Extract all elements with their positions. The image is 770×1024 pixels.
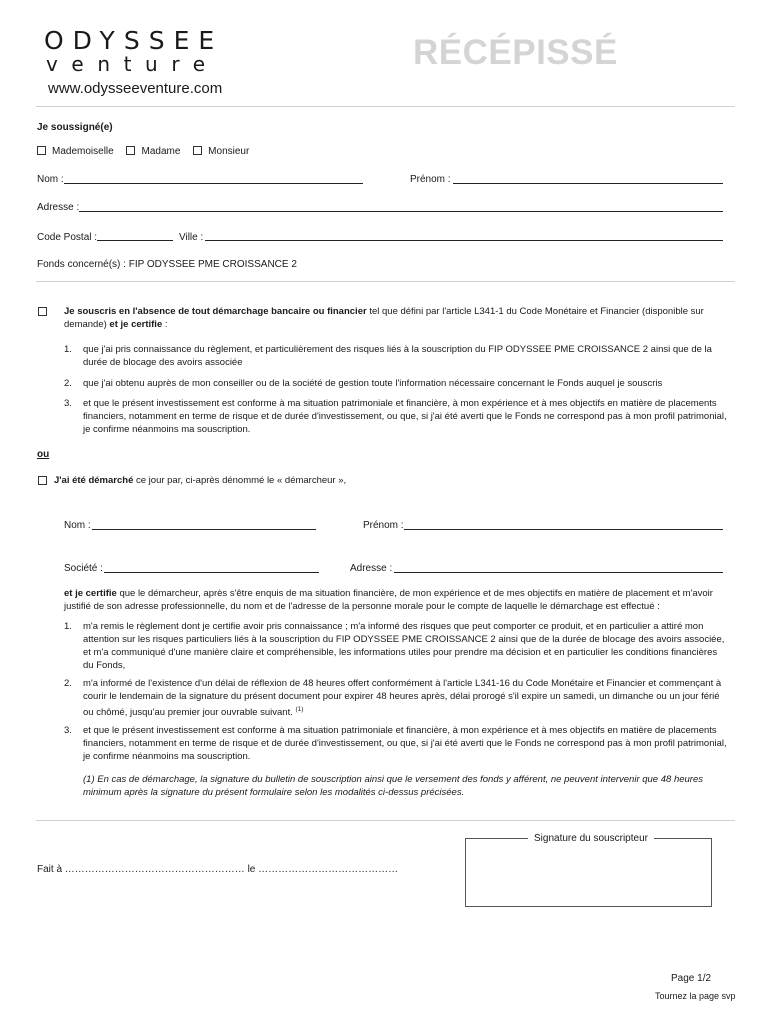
demarcheur-adresse-field[interactable] [394, 572, 723, 573]
civility-madame[interactable]: Madame [126, 146, 180, 157]
odyssee-logo [44, 28, 223, 74]
website-url[interactable]: www.odysseeventure.com [48, 80, 223, 97]
prenom-label: Prénom : [410, 174, 451, 185]
option-b-item-number: 1. [64, 621, 72, 632]
signature-label: Signature du souscripteur [528, 832, 654, 845]
fonds-concerne: Fonds concerné(s) : FIP ODYSSEE PME CROISSANCE 2 [37, 259, 297, 270]
prenom-field[interactable] [453, 183, 723, 184]
demarcheur-adresse-label: Adresse : [350, 563, 393, 574]
option-a-item-number: 3. [64, 398, 72, 409]
checkbox-icon[interactable] [193, 146, 202, 155]
option-b-item-number: 3. [64, 725, 72, 736]
ville-field[interactable] [205, 240, 723, 241]
signature-box[interactable] [465, 838, 712, 907]
option-b-item-2: m'a informé de l'existence d'un délai de réflexion de 48 heures offert conformément à l'article L341-16 du Code Monétaire et Financier et commençant à courir le lendemain de la signature du présent document pour expirer 48 heures après, délai prorogé s'il expire un samedi, un dimanche ou un jour férié ou chômé, jusqu'au premier jour ouvrable suivant. $^{(1)}$ [83, 678, 722, 719]
checkbox-icon[interactable] [126, 146, 135, 155]
option-b-item-number: 2. [64, 678, 72, 689]
section-divider [36, 281, 735, 282]
document-title: RÉCÉPISSÉ [413, 33, 618, 72]
header-divider [36, 106, 735, 107]
option-b-item-3: et que le présent investissement est conforme à ma situation patrimoniale et financière, à mon expérience et à mes objectifs en matière de placements financiers, notamment en terme de risque et de durée d'investissement, ou que, si j'ai été averti que le Fonds ne correspond pas à mon profil patrimonial, je confirme néanmoins ma souscription. [83, 725, 727, 762]
option-a-intro: Je souscris en l'absence de tout démarchage bancaire ou financier tel que défini par l'article L341-1 du Code Monétaire et Financier (disponible sur demande) et je certifie : [64, 306, 704, 330]
adresse-label: Adresse : [37, 202, 80, 213]
ville-label: Ville : [179, 232, 204, 243]
code-postal-label: Code Postal : [37, 232, 98, 243]
demarcheur-nom-label: Nom : [64, 520, 91, 531]
demarcheur-prenom-label: Prénom : [363, 520, 404, 531]
option-a-item-3: et que le présent investissement est conforme à ma situation patrimoniale et financière, à mon expérience et à mes objectifs en matière de placements financiers, notamment en terme de risque et de durée d'investissement, ou que, si j'ai été averti que le Fonds ne correspond pas à mon profil patrimonial, je confirme néanmoins ma souscription. [83, 398, 727, 435]
demarcheur-certification: et je certifie que le démarcheur, après s'être enquis de ma situation financière, de mon expérience et de mes objectifs en matière de placement et m'avoir justifié de son adresse professionnelle, du nom et de l'adresse de la personne morale pour le compte de laquelle le démarchage est effectué : [64, 588, 713, 612]
civility-mademoiselle[interactable]: Mademoiselle [37, 146, 114, 157]
option-no-solicitation-checkbox[interactable] [38, 307, 47, 316]
signature-divider [36, 820, 735, 821]
option-b-item-1: m'a remis le règlement dont je certifie avoir pris connaissance ; m'a informé des risques que peut comporter ce produit, et en particulier a attiré mon attention sur les risques particuliers liés à la souscription du FIP ODYSSEE PME CROISSANCE 2 ainsi que de la durée de blocage des avoirs associée, et m'a communiqué d'une manière claire et compréhensible, les informations utiles pour prendre ma décision et en particulier les conditions financières du Fonds, [83, 621, 725, 671]
option-a-item-number: 2. [64, 378, 72, 389]
civility-monsieur[interactable]: Monsieur [193, 146, 249, 157]
footnote: (1) En cas de démarchage, la signature du bulletin de souscription ainsi que le versement des fonds y afférent, ne peuvent intervenir que 48 heures minimum après la signature du présent formulaire selon les modalités ci-dessus précisées. [83, 774, 703, 798]
nom-field[interactable] [64, 183, 363, 184]
option-a-item-2: que j'ai obtenu auprès de mon conseiller ou de la société de gestion toute l'information nécessaire concernant le Fonds auquel je souscris [83, 378, 663, 389]
footnote-ref: (1) [295, 706, 304, 713]
identity-heading: Je soussigné(e) [37, 122, 113, 133]
option-a-item-number: 1. [64, 344, 72, 355]
option-a-item-1: que j'ai pris connaissance du règlement, et particulièrement des risques liés à la souscription du FIP ODYSSEE PME CROISSANCE 2 ainsi que de la durée de blocage des avoirs associée [83, 344, 712, 368]
option-b-intro: J'ai été démarché ce jour par, ci-après dénommé le « démarcheur », [54, 475, 347, 486]
code-postal-field[interactable] [97, 240, 173, 241]
nom-label: Nom : [37, 174, 64, 185]
turn-page-note: Tournez la page svp [655, 991, 736, 1001]
logo-brand-top: ODYSSEE [44, 26, 224, 55]
demarcheur-prenom-field[interactable] [404, 529, 723, 530]
demarcheur-societe-label: Société : [64, 563, 103, 574]
page-number: Page 1/2 [671, 973, 712, 984]
demarcheur-societe-field[interactable] [104, 572, 319, 573]
option-solicited-checkbox[interactable] [38, 476, 47, 485]
fait-a-line: Fait à ……………………………………………… le …………………………………… [37, 864, 399, 875]
checkbox-icon[interactable] [37, 146, 46, 155]
civility-options [37, 145, 249, 158]
logo-brand-bottom: venture [46, 52, 219, 76]
ou-separator: ou [37, 449, 50, 460]
demarcheur-nom-field[interactable] [92, 529, 316, 530]
adresse-field[interactable] [79, 211, 723, 212]
